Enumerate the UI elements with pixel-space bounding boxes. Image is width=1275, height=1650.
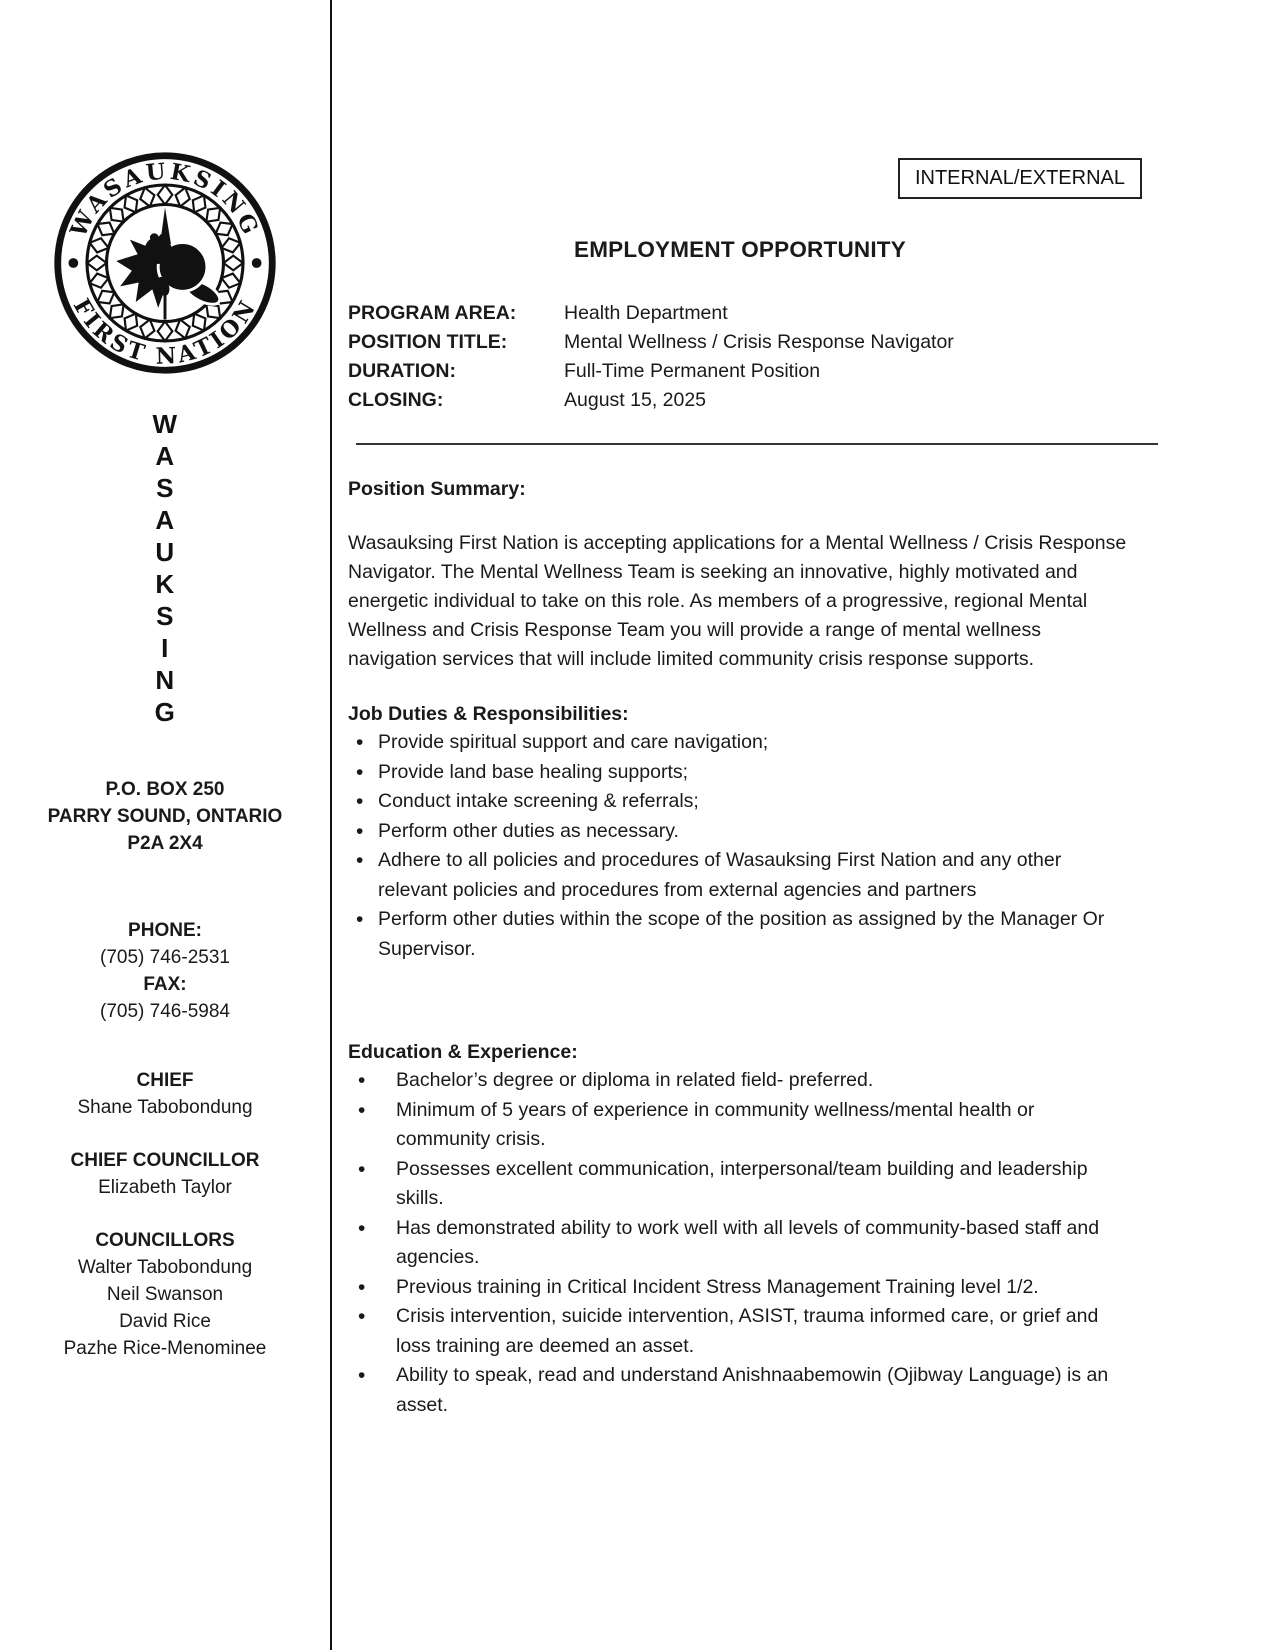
job-duty-item: • Conduct intake screening & referrals; [348, 787, 1132, 817]
fax-number: (705) 746-5984 [100, 1001, 230, 1022]
vertical-letter: G [154, 697, 176, 727]
sidebar [0, 0, 332, 1650]
chief-councillor-name: Elizabeth Taylor [98, 1177, 232, 1198]
internal-external-badge: INTERNAL/EXTERNAL [898, 158, 1142, 199]
education-item: • Crisis intervention, suicide intervention, ASIST, trauma informed care, or grief and loss training are deemed an asset. [348, 1302, 1132, 1361]
vertical-letter: A [155, 505, 175, 535]
detail-value: Health Department [564, 302, 728, 324]
main-content [334, 0, 1275, 1650]
councillors-list [0, 1254, 330, 1362]
fax-label: FAX: [143, 974, 187, 995]
detail-value: August 15, 2025 [564, 389, 707, 411]
address-line: P2A 2X4 [127, 833, 203, 854]
job-duty-item: • Provide land base healing supports; [348, 758, 1132, 788]
education-list [348, 1066, 1132, 1420]
officials-block [0, 1067, 330, 1362]
education-item: • Possesses excellent communication, interpersonal/team building and leadership skills. [348, 1155, 1132, 1214]
job-duty-item: • Adhere to all policies and procedures of Wasauksing First Nation and any other relevant policies and procedures from external agencies and partners [348, 846, 1132, 905]
job-duty-item: • Perform other duties as necessary. [348, 817, 1132, 847]
position-summary-text: Wasauksing First Nation is accepting applications for a Mental Wellness / Crisis Response Navigator. The Mental Wellness Team is seeking an innovative, highly motivated and energetic individual to take on this role. As members of a progressive, regional Mental Wellness and Crisis Response Team you will provide a range of mental wellness navigation services that will include limited community crisis response supports. [348, 532, 1127, 670]
detail-value: Mental Wellness / Crisis Response Navigator [564, 331, 954, 353]
vertical-letter: W [152, 409, 178, 439]
vertical-letter: S [156, 473, 174, 503]
councillor-name: Walter Tabobondung [77, 1257, 253, 1278]
chief-label: CHIEF [136, 1070, 194, 1091]
address-line: PARRY SOUND, ONTARIO [47, 806, 283, 827]
councillor-name: Neil Swanson [106, 1284, 224, 1305]
seal-left-dot [68, 258, 78, 268]
position-summary-heading: Position Summary: [348, 478, 526, 500]
job-duty-item: • Provide spiritual support and care navigation; [348, 728, 1132, 758]
education-item: • Minimum of 5 years of experience in community wellness/mental health or community crisis. [348, 1096, 1132, 1155]
seal-right-dot [252, 258, 262, 268]
detail-label: DURATION: [348, 360, 456, 382]
job-duty-item: • Perform other duties within the scope of the position as assigned by the Manager Or Supervisor. [348, 905, 1132, 964]
education-item: • Previous training in Critical Incident Stress Management Training level 1/2. [348, 1273, 1132, 1303]
education-item: • Ability to speak, read and understand Anishnaabemowin (Ojibway Language) is an asset. [348, 1361, 1132, 1420]
address-line: P.O. BOX 250 [105, 779, 225, 800]
seal-top-text: WASAUKSING [65, 158, 265, 242]
phone-label: PHONE: [128, 920, 202, 941]
detail-row [348, 386, 1132, 415]
education-heading: Education & Experience: [348, 1041, 578, 1063]
detail-row [348, 357, 1132, 386]
detail-row [348, 328, 1132, 357]
seal-icon [48, 146, 282, 380]
vertical-letter: A [155, 441, 175, 471]
councillor-name: Pazhe Rice-Menominee [63, 1338, 267, 1359]
job-duties-heading: Job Duties & Responsibilities: [348, 703, 629, 725]
section-divider [356, 443, 1158, 445]
councillors-label: COUNCILLORS [95, 1230, 235, 1251]
vertical-letter: N [155, 665, 175, 695]
contact-block [0, 917, 330, 1025]
chief-councillor-label: CHIEF COUNCILLOR [70, 1150, 260, 1171]
vertical-letter: K [155, 569, 175, 599]
councillor-name: David Rice [119, 1311, 211, 1332]
detail-value: Full-Time Permanent Position [564, 360, 821, 382]
detail-label: CLOSING: [348, 389, 444, 411]
education-item: • Bachelor’s degree or diploma in related field- preferred. [348, 1066, 1132, 1096]
chief-name: Shane Tabobondung [77, 1097, 253, 1118]
posting-details [348, 299, 1132, 415]
vertical-letter: S [156, 601, 174, 631]
detail-label: POSITION TITLE: [348, 331, 508, 353]
job-duties-list [348, 728, 1132, 964]
detail-row [348, 299, 1132, 328]
detail-label: PROGRAM AREA: [348, 302, 517, 324]
vertical-letter: U [155, 537, 175, 567]
seal-bottom-text: FIRST NATION [67, 294, 263, 370]
phone-number: (705) 746-2531 [100, 947, 230, 968]
vertical-nation-name [0, 408, 330, 728]
education-item: • Has demonstrated ability to work well with all levels of community-based staff and agencies. [348, 1214, 1132, 1273]
address-block [0, 776, 330, 857]
vertical-letter: I [161, 633, 169, 663]
first-nation-seal-logo [0, 146, 330, 380]
page-title: EMPLOYMENT OPPORTUNITY [574, 237, 906, 262]
